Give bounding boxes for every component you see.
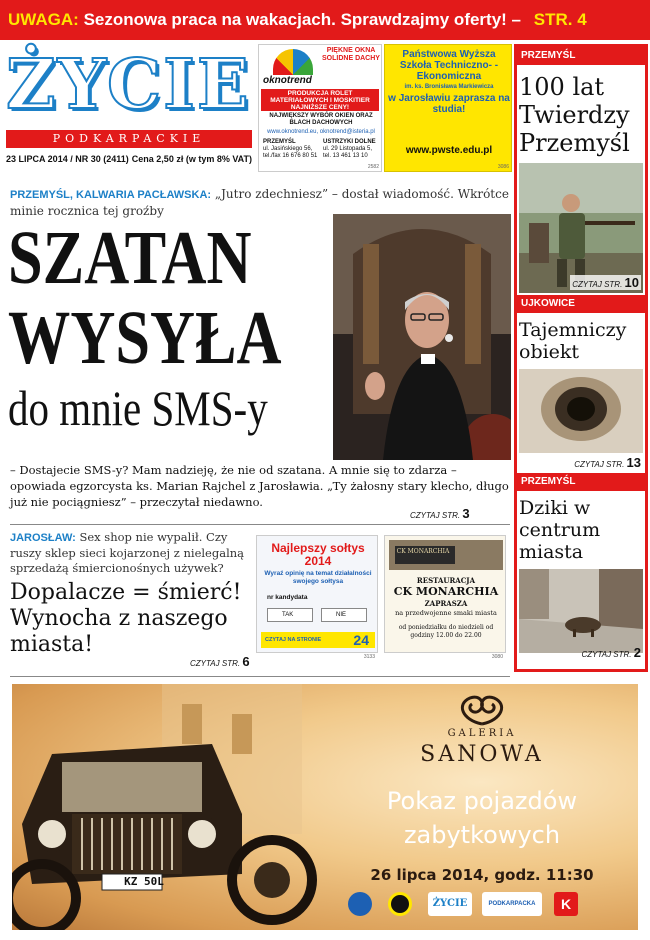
oknotrend-ad[interactable]: [258, 44, 382, 172]
side-title-2[interactable]: Tajemniczy obiekt: [519, 319, 627, 363]
side-read-1[interactable]: [570, 275, 641, 290]
sanowa-label: SANOWA: [420, 742, 544, 767]
galeria-label: GALERIA: [447, 728, 517, 739]
issue-price: Cena 2,50 zł (w tym 8% VAT): [131, 154, 252, 164]
masthead-subtitle: PODKARPACKIE: [6, 130, 252, 148]
soltys-footer: [261, 632, 375, 648]
sponsor-logo-2-icon: [388, 892, 412, 916]
soltys-sub: Wyraź opinię na temat działalności swojego sołtysa: [264, 570, 372, 585]
soltys-yes-box[interactable]: TAK: [267, 608, 313, 622]
monarchia-l5: od poniedziałku do niedzieli od godziny 12.00 do 22.00: [398, 624, 494, 639]
side-section-1: PRZEMYŚL: [517, 47, 645, 65]
pwste-url[interactable]: www.pwste.edu.pl: [405, 145, 493, 156]
pwste-line2: im. ks. Bronisława Markiewicza: [404, 84, 494, 90]
pwste-code: 3086: [497, 164, 509, 170]
banner-label: UWAGA:: [8, 10, 79, 29]
oknotrend-offer: PRODUKCJA ROLET MATERIAŁOWYCH I MOSKITIER NAJNIŻSZE CENY!: [261, 89, 379, 111]
pwste-ad[interactable]: [384, 44, 512, 172]
side-photo-3: [519, 569, 643, 653]
oknotrend-loc2: USTRZYKI DOLNE: [323, 139, 376, 145]
lead-read-more[interactable]: [410, 506, 470, 521]
story2-read-more[interactable]: [190, 654, 250, 669]
soltys-page: 24: [353, 632, 369, 648]
side-section-2: UJKOWICE: [517, 295, 645, 313]
sponsor-logo-zycie: ŻYCIE: [428, 892, 472, 916]
story2-read-label: CZYTAJ STR.: [190, 659, 241, 668]
license-plate: KZ 50L: [124, 875, 164, 888]
pwste-line3: w Jarosławiu zaprasza na studia!: [388, 93, 510, 115]
oknotrend-web: www.oknotrend.eu, oknotrend@isteria.pl: [267, 129, 375, 135]
side-read-label-3: CZYTAJ STR.: [581, 650, 632, 659]
oknotrend-brand: oknotrend: [263, 75, 312, 86]
vintage-car-image: [12, 684, 342, 930]
event-date: 26 lipca 2014, godz. 11:30: [370, 866, 594, 884]
soltys-nr: nr kandydata: [267, 594, 308, 601]
side-read-label-2: CZYTAJ STR.: [574, 460, 625, 469]
headline-line-1: SZATAN: [8, 216, 252, 300]
story2-place: JAROSŁAW:: [10, 532, 76, 544]
sponsor-logo-1-icon: [348, 892, 372, 916]
oknotrend-tagline: PIĘKNE OKNA SOLIDNE DACHY: [322, 47, 380, 62]
monarchia-l1: RESTAURACJA: [416, 576, 476, 585]
monarchia-l3: ZAPRASZA: [424, 599, 468, 608]
side-read-3[interactable]: [581, 645, 641, 660]
soltys-no-box[interactable]: NIE: [321, 608, 367, 622]
top-banner[interactable]: [0, 0, 650, 40]
side-section-3: PRZEMYŚL: [517, 473, 645, 491]
oknotrend-code: 2582: [367, 164, 379, 170]
side-column: [514, 44, 648, 672]
side-photo-1: [519, 163, 643, 293]
dateline: [6, 154, 252, 164]
masthead-logo[interactable]: [6, 44, 252, 146]
monarchia-l4: na przedwojenne smaki miasta: [395, 609, 497, 617]
divider: [10, 676, 510, 677]
side-read-2[interactable]: [574, 455, 641, 470]
soltys-title: Najlepszy sołtys 2014: [271, 541, 365, 568]
side-page-3: 2: [633, 645, 641, 660]
event-headline: Pokaz pojazdów zabytkowych: [386, 787, 578, 849]
side-read-label-1: CZYTAJ STR.: [572, 280, 623, 289]
lead-place: PRZEMYŚL, KALWARIA PACŁAWSKA:: [10, 189, 212, 201]
divider: [10, 524, 510, 525]
soltys-ad[interactable]: [256, 535, 378, 660]
lead-read-page: 3: [462, 506, 470, 521]
monarchia-l2: CK MONARCHIA: [393, 585, 499, 598]
oknotrend-logo-icon: [273, 49, 313, 75]
monarchia-sign: CK MONARCHIA: [396, 548, 450, 555]
sponsor-logo-k: K: [554, 892, 578, 916]
lead-photo: [333, 214, 511, 460]
oknotrend-loc1: PRZEMYŚL: [263, 139, 296, 145]
lead-read-label: CZYTAJ STR.: [410, 511, 461, 520]
side-title-3[interactable]: Dziki w centrum miasta: [519, 497, 601, 563]
side-title-1[interactable]: 100 lat Twierdzy Przemyśl: [519, 73, 630, 157]
galeria-ornament-icon: [452, 690, 512, 726]
story2-kicker-text: Sex shop nie wypalił. Czy ruszy sklep sieci kojarzonej z nielegalną sprzedażą śmiercionośnych używek?: [10, 530, 245, 575]
galeria-sanowa-ad[interactable]: [12, 684, 638, 930]
issue-date: 23 LIPCA 2014 / NR 30 (2411): [6, 154, 129, 164]
headline-line-2: WYSYŁA: [8, 296, 282, 380]
sponsor-logo-podkarpacka: PODKARPACKA: [482, 892, 542, 916]
story2-headline[interactable]: Dopalacze = śmierć! Wynocha z naszego miasta!: [10, 580, 242, 657]
banner-page: STR. 4: [533, 10, 587, 29]
pwste-line1: Państwowa Wyższa Szkoła Techniczno- -Ekonomiczna: [399, 49, 499, 82]
oknotrend-line: NAJWIĘKSZY WYBÓR OKIEN ORAZ BLACH DACHOWYCH: [269, 113, 373, 126]
monarchia-sign-icon: [389, 540, 503, 570]
sponsor-logos: [348, 892, 638, 918]
story2-kicker: [10, 530, 246, 576]
lead-body: – Dostajecie SMS-y? Mam nadzieję, że nie od szatana. A mnie się to zdarza – opowiada egzorcysta ks. Marian Rajchel z Jarosławia. „Ty żałosny stary klecho, długo już nie pociągniesz” – przeczytał niedawno.: [10, 463, 509, 509]
banner-text: Sezonowa praca na wakacjach. Sprawdzajmy oferty! –: [83, 10, 522, 29]
side-page-1: 10: [624, 275, 639, 290]
oknotrend-addr1: ul. Jasińskiego 56, tel./fax 16 676 80 51: [263, 146, 318, 159]
monarchia-ad[interactable]: [384, 535, 506, 660]
oknotrend-addr2: ul. 29 Listopada 5, tel. 13 461 13 10: [323, 146, 373, 159]
story2-read-page: 6: [242, 654, 250, 669]
monarchia-code: 3080: [491, 654, 503, 660]
side-photo-2: [519, 369, 643, 453]
lead-kicker-text: „Jutro zdechniesz” – dostał wiadomość. Wkrótce minie rocznica tej groźby: [10, 187, 509, 218]
masthead-title: ŻYCIE: [6, 45, 251, 125]
soltys-code: 3133: [363, 654, 375, 660]
soltys-foot-text: CZYTAJ NA STRONIE: [265, 637, 322, 643]
headline-line-3: do mnie SMS-y: [8, 380, 268, 436]
lead-headline[interactable]: [8, 218, 328, 438]
side-page-2: 13: [626, 455, 641, 470]
